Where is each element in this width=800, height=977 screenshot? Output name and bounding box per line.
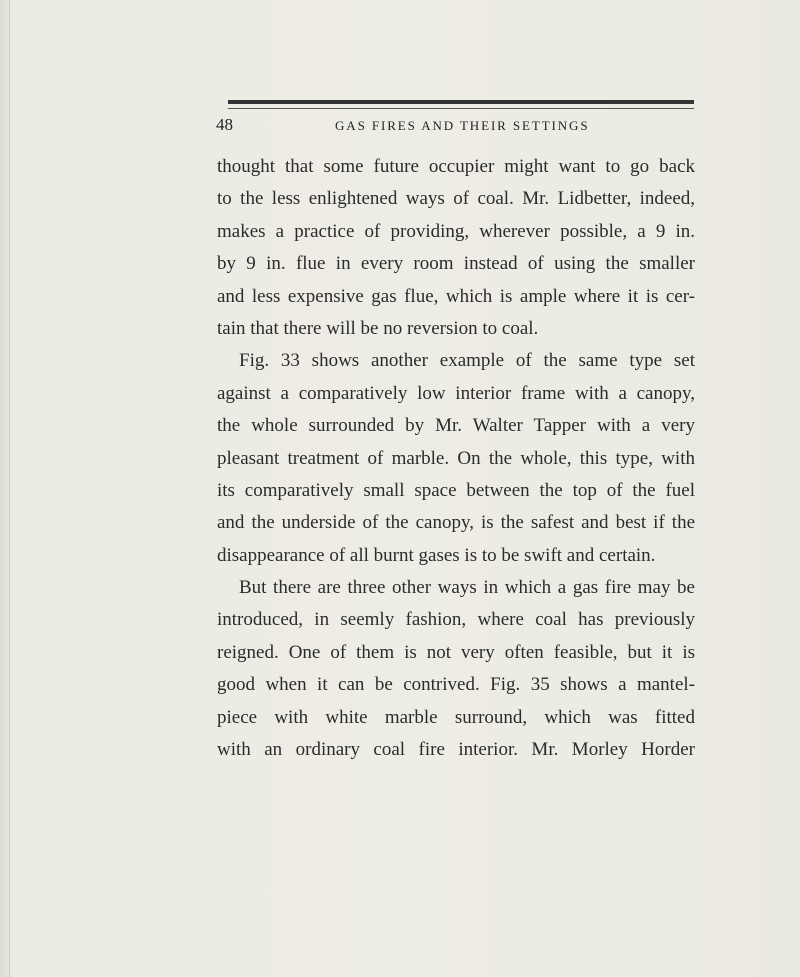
text-line: reigned. One of them is not very often feasible, but it is — [217, 641, 695, 663]
text-line: disappearance of all burnt gases is to be swift and certain. — [217, 544, 656, 566]
text-line: against a comparatively low interior frame with a canopy, — [217, 382, 695, 404]
text-line: pleasant treatment of marble. On the whole, this type, with — [217, 447, 695, 469]
text-line: the whole surrounded by Mr. Walter Tapper with a very — [217, 415, 695, 437]
text-line: piece with white marble surround, which was fitted — [217, 706, 695, 728]
header-rule-thick — [228, 100, 694, 104]
running-head: GAS FIRES AND THEIR SETTINGS — [335, 118, 590, 133]
page-binding-edge — [0, 0, 10, 977]
text-line: and less expensive gas flue, which is ample where it is cer- — [217, 285, 695, 307]
header-rule-thin — [228, 108, 694, 109]
text-line: with an ordinary coal fire interior. Mr. Morley Horder — [217, 739, 695, 761]
text-line: thought that some future occupier might want to go back — [217, 156, 695, 177]
text-line: good when it can be contrived. Fig. 35 shows a mantel- — [217, 674, 695, 696]
text-line: its comparatively small space between the top of the fuel — [217, 479, 695, 501]
text-line: introduced, in seemly fashion, where coal has previously — [217, 609, 695, 631]
body-text — [217, 151, 695, 766]
text-line: to the less enlightened ways of coal. Mr. Lidbetter, indeed, — [217, 188, 695, 210]
text-line: and the underside of the canopy, is the safest and best if the — [217, 512, 695, 534]
text-line: makes a practice of providing, wherever possible, a 9 in. — [217, 220, 695, 242]
page-number: 48 — [216, 115, 233, 134]
text-line: Fig. 33 shows another example of the same type set — [239, 350, 695, 372]
text-line: But there are three other ways in which a gas fire may be — [239, 577, 695, 599]
text-line: by 9 in. flue in every room instead of using the smaller — [217, 253, 695, 275]
text-line: tain that there will be no reversion to coal. — [217, 317, 539, 339]
